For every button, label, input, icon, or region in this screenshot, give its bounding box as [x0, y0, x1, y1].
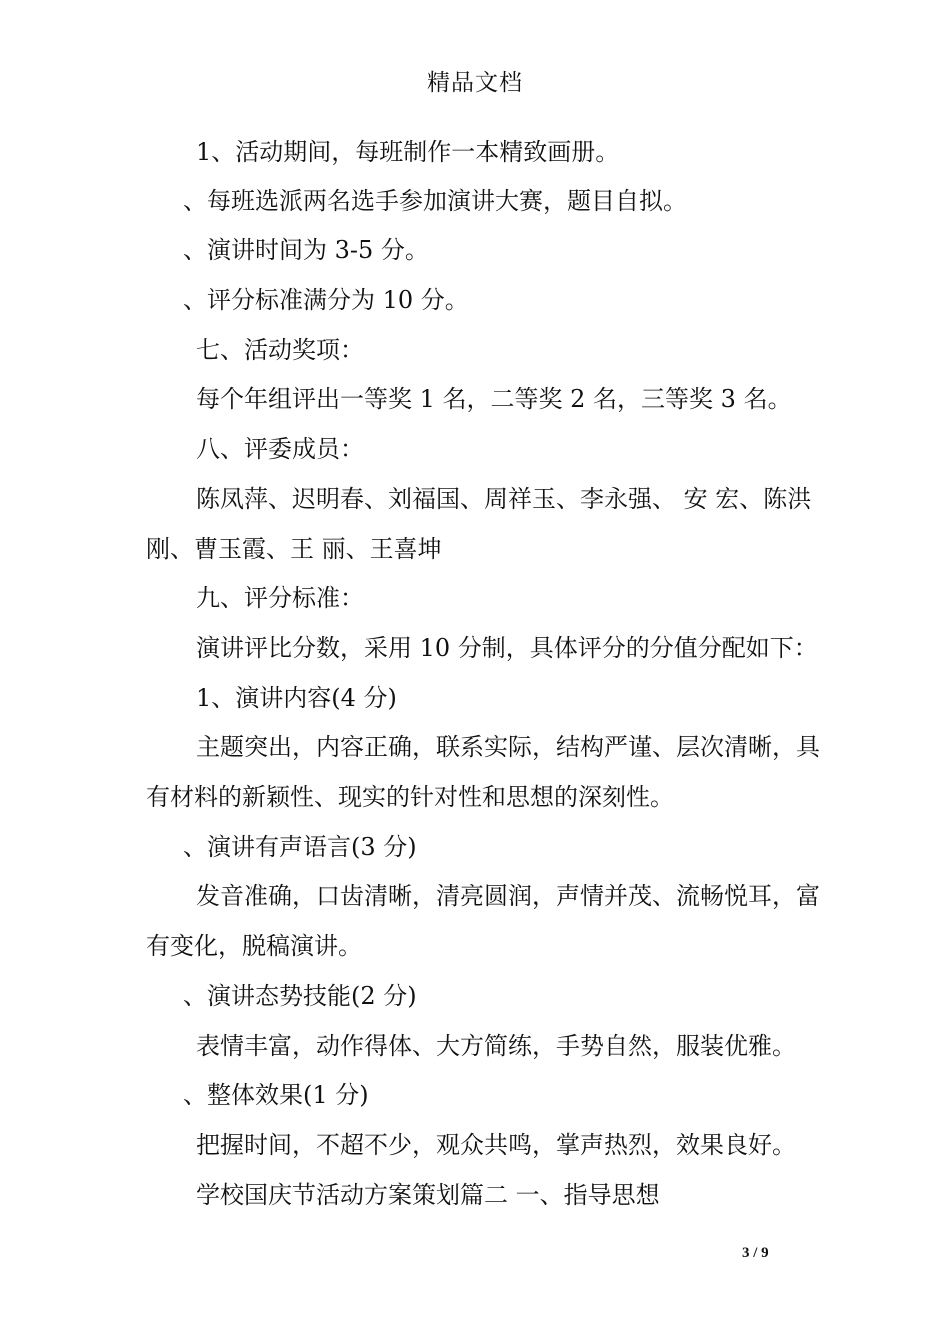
text-line: 发音准确，口齿清晰，清亮圆润，声情并茂、流畅悦耳，富 [196, 882, 820, 910]
text-line: 七、活动奖项： [196, 336, 364, 364]
text-line: 八、评委成员： [196, 435, 364, 463]
text-line: 、评分标准满分为 10 分。 [183, 286, 469, 314]
text-line: 九、评分标准： [196, 584, 364, 612]
text-line: 、演讲时间为 3-5 分。 [183, 236, 429, 264]
text-line: 、每班选派两名选手参加演讲大赛，题目自拟。 [183, 187, 687, 215]
page-number: 3 / 9 [742, 1245, 769, 1261]
text-line: 有材料的新颖性、现实的针对性和思想的深刻性。 [146, 783, 674, 811]
page-header: 精品文档 [427, 70, 523, 96]
text-line: 、演讲态势技能(2 分) [183, 982, 417, 1010]
text-line: 表情丰富，动作得体、大方简练，手势自然，服装优雅。 [196, 1032, 796, 1060]
text-line: 、整体效果(1 分) [183, 1081, 369, 1109]
text-line: 1、活动期间，每班制作一本精致画册。 [196, 138, 620, 166]
text-line: 每个年组评出一等奖 1 名，二等奖 2 名，三等奖 3 名。 [196, 385, 792, 413]
text-line: 主题突出，内容正确，联系实际，结构严谨、层次清晰，具 [196, 733, 820, 761]
text-line: 有变化，脱稿演讲。 [146, 932, 362, 960]
text-line: 1、演讲内容(4 分) [196, 684, 397, 712]
text-line: 陈凤萍、迟明春、刘福国、周祥玉、李永强、 安 宏、陈洪 [196, 485, 812, 513]
text-line: 刚、曹玉霞、王 丽、王喜坤 [146, 535, 442, 563]
text-line: 学校国庆节活动方案策划篇二 一、指导思想 [196, 1181, 660, 1209]
text-line: 把握时间，不超不少，观众共鸣，掌声热烈，效果良好。 [196, 1131, 796, 1159]
text-line: 演讲评比分数，采用 10 分制，具体评分的分值分配如下： [196, 634, 818, 662]
text-line: 、演讲有声语言(3 分) [183, 833, 417, 861]
